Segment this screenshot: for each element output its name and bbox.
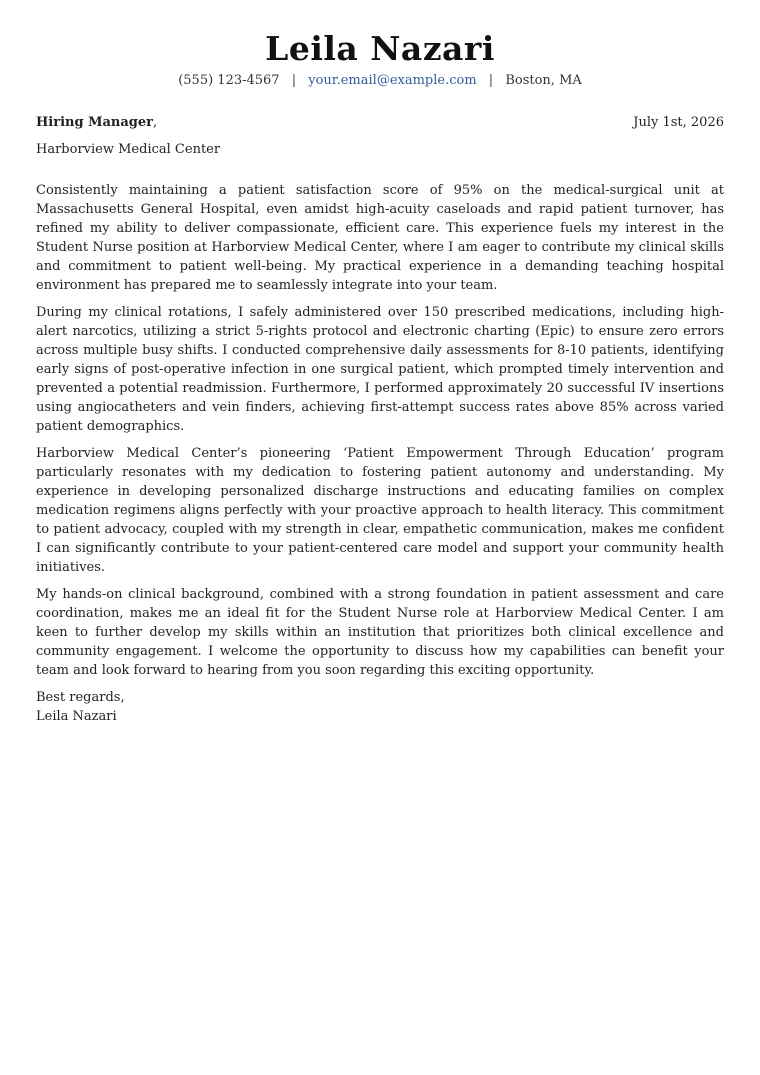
contact-separator: |	[291, 73, 297, 88]
location: Boston, MA	[505, 73, 582, 88]
letter-date: July 1st, 2026	[633, 115, 724, 130]
body-paragraph-1: Consistently maintaining a patient satisfaction score of 95% on the medical-surgical unit at Massachusetts General Hospital, even amidst high-acuity caseloads and rapid patient turnover, has refined my ability to deliver compassionate, efficient care. This experience fuels my interest in the Student Nurse position at Harborview Medical Center, where I am eager to contribute my clinical skills and commitment to patient well-being. My practical experience in a demanding teaching hospital environment has prepared me to seamlessly integrate into your team.	[36, 183, 724, 293]
letter-body	[36, 181, 724, 680]
closing-signature: Leila Nazari	[36, 709, 117, 724]
recipient-company: Harborview Medical Center	[36, 142, 221, 157]
recipient-date-row	[36, 114, 724, 132]
body-paragraph-4: My hands-on clinical background, combined with a strong foundation in patient assessment and care coordination, makes me an ideal fit for the Student Nurse role at Harborview Medical Center. I am keen to further develop my skills within an institution that prioritizes both clinical excellence and community engagement. I welcome the opportunity to discuss how my capabilities can benefit your team and look forward to hearing from you soon regarding this exciting opportunity.	[36, 587, 724, 678]
email-link[interactable]: your.email@example.com	[308, 73, 477, 88]
applicant-name: Leila Nazari	[265, 29, 495, 68]
closing-salutation: Best regards,	[36, 690, 125, 705]
recipient-title	[36, 114, 157, 132]
body-paragraph-2: During my clinical rotations, I safely administered over 150 prescribed medications, including high-alert narcotics, utilizing a strict 5-rights protocol and electronic charting (Epic) to ensure zero errors across multiple busy shifts. I conducted comprehensive daily assessments for 8-10 patients, identifying early signs of post-operative infection in one surgical patient, which prompted timely intervention and prevented a potential readmission. Furthermore, I performed approximately 20 successful IV insertions using angiocatheters and vein finders, achieving first-attempt success rates above 85% across varied patient demographics.	[36, 305, 724, 434]
contact-separator: |	[488, 73, 494, 88]
letter-closing	[36, 688, 724, 726]
phone-number: (555) 123-4567	[178, 73, 280, 88]
contact-line	[36, 72, 724, 90]
cover-letter-page	[36, 28, 724, 726]
recipient-name: Hiring Manager	[36, 115, 153, 130]
recipient-comma: ,	[152, 115, 158, 130]
body-paragraph-3: Harborview Medical Center’s pioneering ‘Patient Empowerment Through Education’ program particularly resonates with my dedication to fostering patient autonomy and understanding. My experience in developing personalized discharge instructions and educating families on complex medication regimens aligns perfectly with your proactive approach to health literacy. This commitment to patient advocacy, coupled with my strength in clear, empathetic communication, makes me confident I can significantly contribute to your patient-centered care model and support your community health initiatives.	[36, 446, 724, 575]
